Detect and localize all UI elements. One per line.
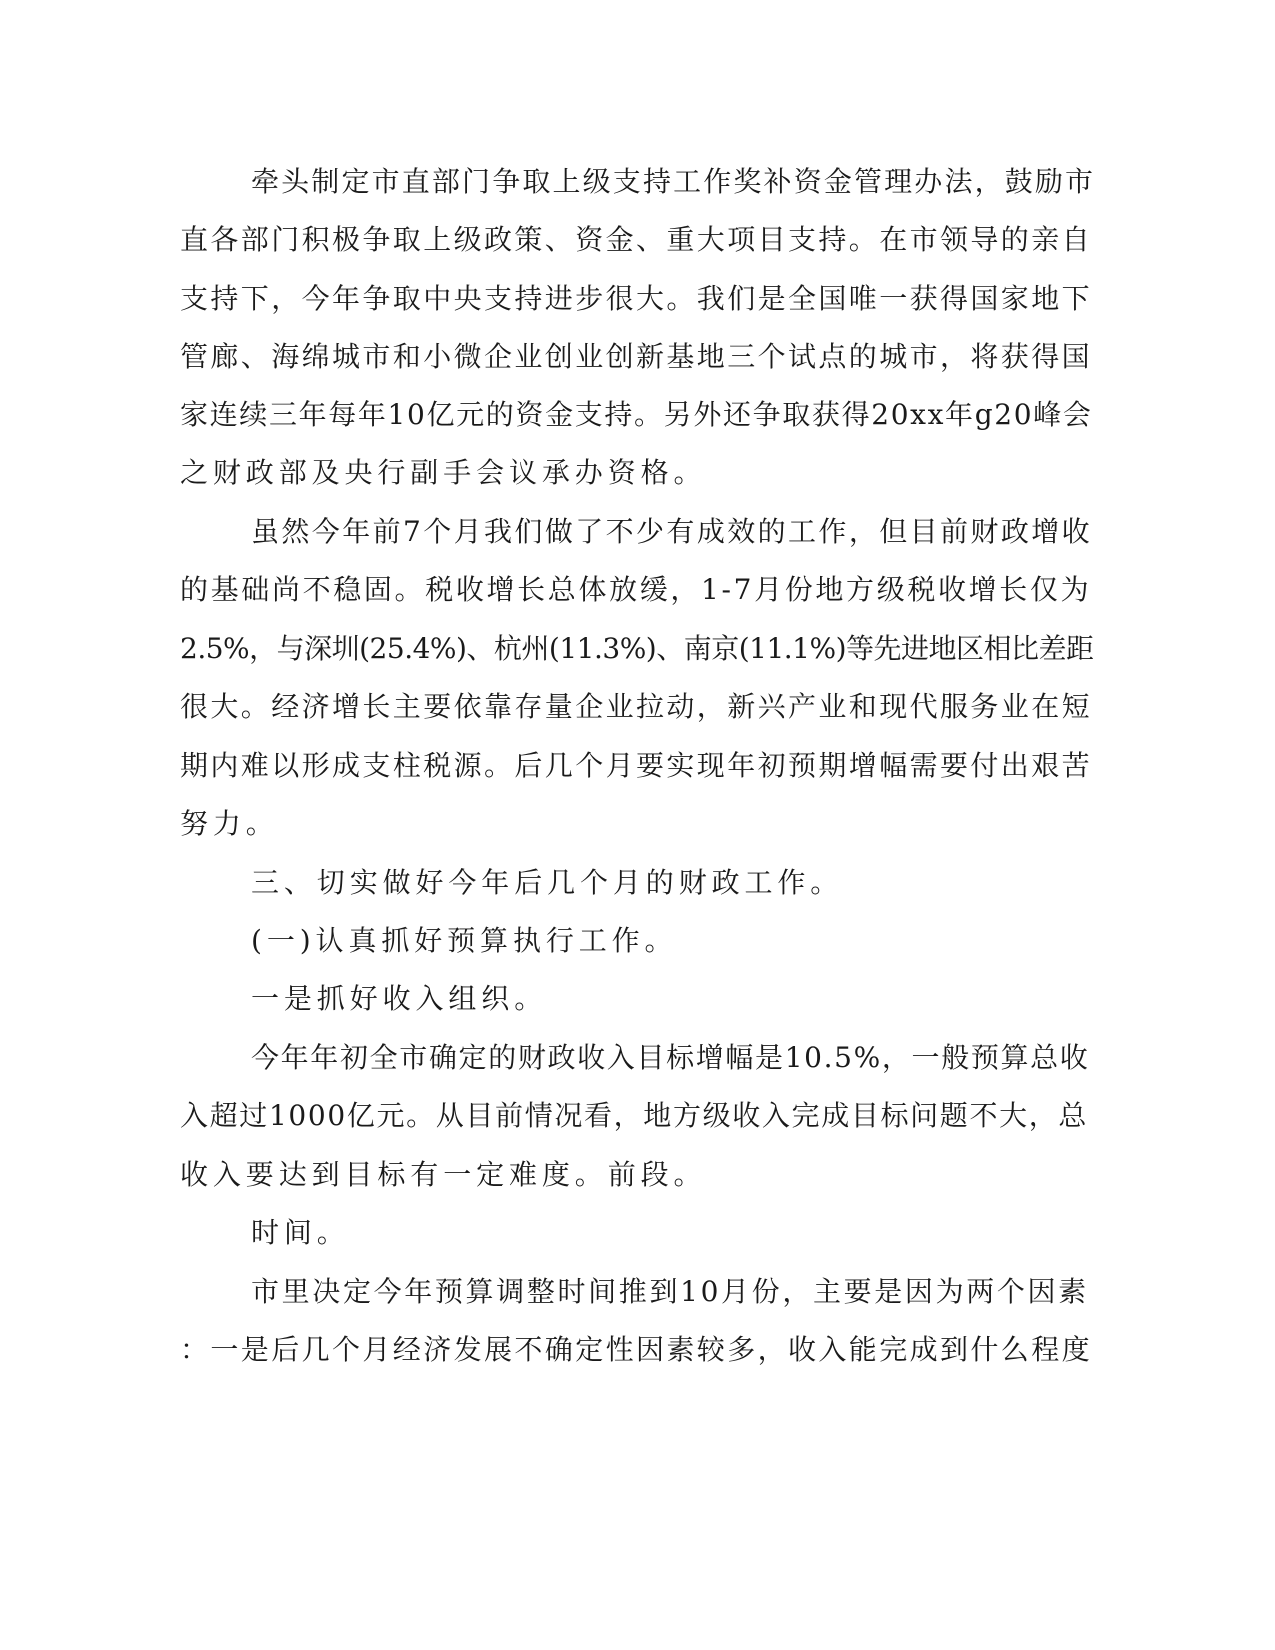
section-heading: 三、切实做好今年后几个月的财政工作。 — [251, 866, 844, 899]
paragraph-1-line-6: 之财政部及央行副手会议承办资格。 — [180, 456, 707, 489]
paragraph-7-line-1: 时间。 — [251, 1216, 350, 1249]
paragraph-2-line-1: 虽然今年前7个月我们做了不少有成效的工作，但目前财政增收 — [251, 515, 1093, 548]
paragraph-6-line-1: 今年年初全市确定的财政收入目标增幅是10.5%，一般预算总收 — [251, 1041, 1090, 1074]
paragraph-8-line-2: ：一是后几个月经济发展不确定性因素较多，收入能完成到什么程度 — [180, 1333, 1093, 1366]
paragraph-2-line-2: 的基础尚不稳固。税收增长总体放缓，1-7月份地方级税收增长仅为 — [180, 573, 1092, 606]
paragraph-2-line-3: 2.5%，与深圳(25.4%)、杭州(11.3%)、南京(11.1%)等先进地区相比差距 — [180, 632, 1094, 665]
paragraph-1-line-2: 直各部门积极争取上级政策、资金、重大项目支持。在市领导的亲自 — [180, 223, 1093, 256]
paragraph-2-line-6: 努力。 — [180, 807, 279, 840]
item-heading: 一是抓好收入组织。 — [251, 982, 548, 1015]
paragraph-2-line-5: 期内难以形成支柱税源。后几个月要实现年初预期增幅需要付出艰苦 — [180, 749, 1093, 782]
paragraph-1-line-1: 牵头制定市直部门争取上级支持工作奖补资金管理办法，鼓励市 — [251, 165, 1096, 198]
paragraph-1-line-3: 支持下，今年争取中央支持进步很大。我们是全国唯一获得国家地下 — [180, 282, 1093, 315]
subsection-heading: (一)认真抓好预算执行工作。 — [251, 924, 678, 957]
paragraph-1-line-4: 管廊、海绵城市和小微企业创业创新基地三个试点的城市，将获得国 — [180, 340, 1093, 373]
paragraph-6-line-2: 入超过1000亿元。从目前情况看，地方级收入完成目标问题不大，总 — [180, 1099, 1089, 1132]
paragraph-6-line-3: 收入要达到目标有一定难度。前段。 — [180, 1158, 707, 1191]
paragraph-1-line-5: 家连续三年每年10亿元的资金支持。另外还争取获得20xx年g20峰会 — [180, 398, 1093, 431]
paragraph-8-line-1: 市里决定今年预算调整时间推到10月份，主要是因为两个因素 — [251, 1275, 1089, 1308]
paragraph-2-line-4: 很大。经济增长主要依靠存量企业拉动，新兴产业和现代服务业在短 — [180, 690, 1093, 723]
